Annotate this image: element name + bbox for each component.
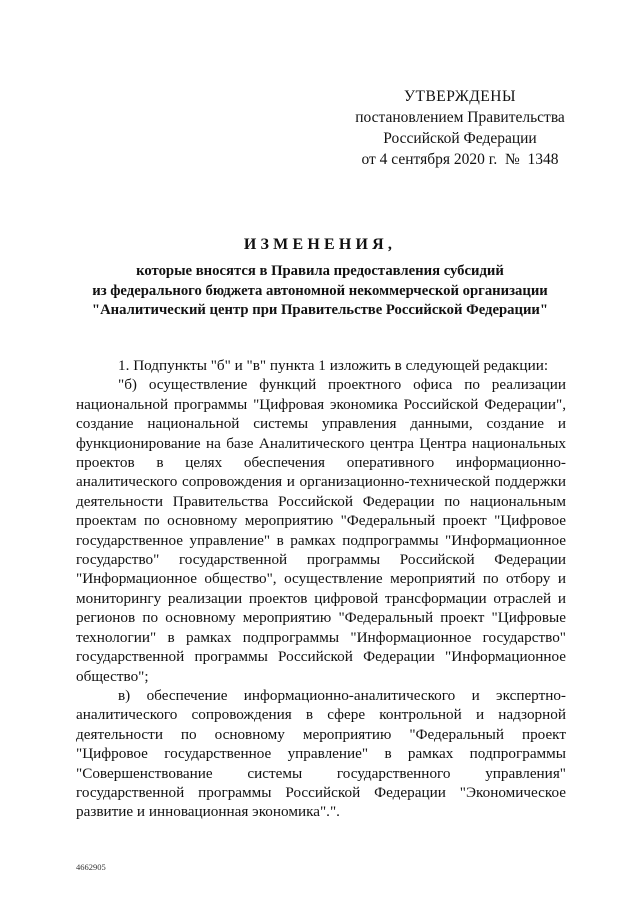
subtitle-line-3: "Аналитический центр при Правительстве Российской Федерации": [91, 302, 549, 318]
approval-line-2: Российской Федерации: [383, 130, 537, 147]
paragraph-1: 1. Подпункты "б" и "в" пункта 1 изложить в следующей редакции:: [118, 357, 549, 374]
approval-block: [352, 86, 568, 170]
approval-heading: УТВЕРЖДЕНЫ: [404, 88, 516, 105]
document-subtitle: [70, 262, 570, 321]
approval-line-1: постановлением Правительства: [355, 109, 565, 126]
document-title: ИЗМЕНЕНИЯ,: [243, 236, 397, 253]
subtitle-line-2: из федерального бюджета автономной некоммерческой организации: [92, 282, 548, 299]
approval-date-number: от 4 сентября 2020 г. № 1348: [361, 151, 559, 168]
paragraph-subpoint-b: "б) осуществление функций проектного офиса по реализации национальной программы "Цифровая экономика Российской Федерации", создание национальной системы управления данными, создание и функционирование на базе Аналитического центра Центра национальных проектов в целях обеспечения оперативного информационно-аналитического сопровождения и организационно-технической поддержки деятельности Правительства Российской Федерации по национальным проектам по основному мероприятию "Федеральный проект "Цифровое государственное управление" в рамках подпрограммы "Информационное государство" государственной программы Российской Федерации "Информационное общество", осуществление мероприятий по отбору и мониторингу реализации проектов цифровой трансформации отраслей и регионов по основному мероприятию "Федеральный проект "Цифровые технологии" в рамках подпрограммы "Информационное государство" государственной программы Российской Федерации "Информационное общество";: [76, 376, 566, 685]
paragraph-subpoint-v: в) обеспечение информационно-аналитического и экспертно-аналитического сопровождения в сфере контрольной и надзорной деятельности по основному мероприятию "Федеральный проект "Цифровое государственное управление" в рамках подпрограммы "Совершенствование системы государственного управления" государственной программы Российской Федерации "Экономическое развитие и инновационная экономика".".: [76, 686, 566, 821]
document-code: 4662905: [76, 862, 106, 872]
document-body: [76, 356, 566, 822]
subtitle-line-1: которые вносятся в Правила предоставления субсидий: [136, 263, 504, 279]
